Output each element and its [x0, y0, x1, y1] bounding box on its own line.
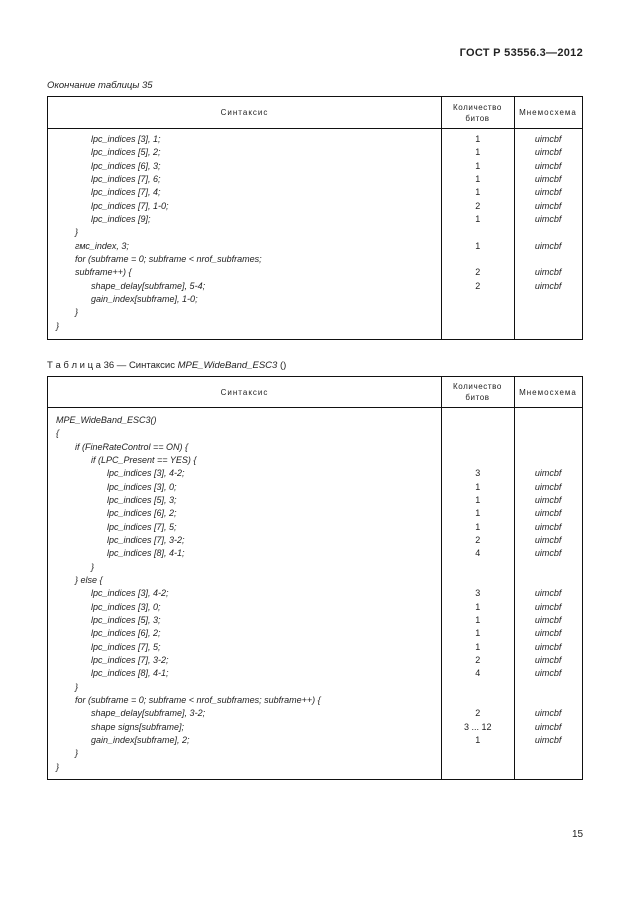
mnemonic-cell — [514, 694, 582, 707]
caption-function-name: MPE_WideBand_ESC3 — [177, 360, 278, 371]
bits-cell: 1 — [475, 240, 481, 251]
table-36-caption — [47, 360, 286, 371]
mnemonic-cell — [514, 226, 582, 239]
table-row — [48, 306, 582, 319]
bits-cell: 1 — [475, 601, 481, 612]
column-header-mnemonic — [514, 377, 582, 407]
mnemonic-cell — [514, 306, 582, 319]
syntax-cell: lpc_indices [8], 4-1; — [91, 668, 169, 679]
bits-cell: 1 — [475, 521, 481, 532]
table-35-continuation — [47, 96, 583, 340]
mnemonic-cell — [514, 320, 582, 333]
table-header — [48, 97, 582, 129]
column-header-syntax — [48, 377, 441, 407]
bits-cell: 1 — [475, 134, 481, 144]
table-row — [48, 266, 582, 279]
table-row — [48, 146, 582, 159]
syntax-cell: } — [75, 227, 79, 238]
table-header — [48, 377, 582, 408]
bits-cell: 1 — [475, 213, 481, 224]
syntax-cell: if (FineRateControl == ON) { — [75, 441, 189, 452]
table-row — [48, 467, 582, 480]
table-row — [48, 200, 582, 213]
column-header-syntax — [48, 97, 441, 128]
bits-cell — [441, 441, 514, 454]
column-header-bits — [441, 97, 514, 128]
table-row — [48, 667, 582, 680]
table-row — [48, 240, 582, 253]
bits-cell: 2 — [475, 708, 481, 719]
table-row — [48, 521, 582, 534]
syntax-cell: } else { — [75, 574, 103, 585]
bits-cell: 2 — [475, 267, 481, 278]
table-row — [48, 427, 582, 440]
syntax-cell: shape signs[subframe]; — [91, 721, 185, 732]
table-row — [48, 253, 582, 266]
mnemonic-cell: uimcbf — [534, 708, 562, 719]
syntax-cell: lpc_indices [8], 4-1; — [107, 548, 185, 559]
bits-cell: 1 — [475, 614, 481, 625]
table-row — [48, 574, 582, 587]
mnemonic-cell: uimcbf — [534, 134, 562, 144]
mnemonic-cell: uimcbf — [534, 200, 562, 211]
syntax-cell: lpc_indices [5], 3; — [107, 494, 177, 505]
bits-cell: 3 ... 12 — [463, 721, 492, 732]
syntax-cell: lpc_indices [3], 0; — [91, 601, 161, 612]
mnemonic-cell — [514, 761, 582, 774]
bits-cell: 3 — [475, 468, 481, 479]
syntax-cell: lpc_indices [7], 5; — [107, 521, 177, 532]
syntax-cell: lpc_indices [3], 4-2; — [107, 468, 185, 479]
bits-cell: 3 — [475, 588, 481, 599]
mnemonic-cell — [514, 574, 582, 587]
column-header-bits — [441, 377, 514, 407]
standard-code: ГОСТ Р 53556.3—2012 — [459, 47, 583, 59]
mnemonic-cell — [514, 747, 582, 760]
mnemonic-cell: uimcbf — [534, 601, 562, 612]
mnemonic-cell: uimcbf — [534, 628, 562, 639]
table-row — [48, 293, 582, 306]
syntax-cell: lpc_indices [3], 0; — [107, 481, 177, 492]
table-row — [48, 494, 582, 507]
table-row — [48, 654, 582, 667]
syntax-cell: MPE_WideBand_ESC3() — [56, 415, 157, 425]
syntax-cell: lpc_indices [5], 3; — [91, 614, 161, 625]
syntax-cell: } — [91, 561, 95, 572]
syntax-cell: lpc_indices [6], 2; — [91, 628, 161, 639]
bits-cell — [441, 293, 514, 306]
table-row — [48, 707, 582, 720]
syntax-cell: { — [56, 428, 60, 439]
mnemonic-cell: uimcbf — [534, 173, 562, 184]
mnemonic-cell: uimcbf — [534, 734, 562, 745]
bits-cell: 2 — [475, 654, 481, 665]
syntax-cell: lpc_indices [7], 5; — [91, 641, 161, 652]
table-row — [48, 614, 582, 627]
table-row — [48, 213, 582, 226]
syntax-cell: lpc_indices [6], 3; — [91, 160, 161, 171]
bits-cell: 1 — [475, 628, 481, 639]
syntax-cell: gain_index[subframe], 1-0; — [91, 293, 198, 304]
bits-cell — [441, 320, 514, 333]
table-row — [48, 280, 582, 293]
syntax-cell: gain_index[subframe], 2; — [91, 734, 190, 745]
bits-cell: 4 — [475, 548, 481, 559]
bits-cell: 1 — [475, 508, 481, 519]
table-36 — [47, 376, 583, 780]
syntax-cell: lpc_indices [5], 2; — [91, 147, 161, 158]
mnemonic-cell — [514, 561, 582, 574]
bits-cell: 1 — [475, 494, 481, 505]
bits-cell: 1 — [475, 481, 481, 492]
mnemonic-cell: uimcbf — [534, 468, 562, 479]
table-row — [48, 173, 582, 186]
table-row — [48, 601, 582, 614]
bits-cell — [441, 747, 514, 760]
table-row — [48, 160, 582, 173]
bits-cell — [441, 694, 514, 707]
table-row — [48, 441, 582, 454]
syntax-cell: lpc_indices [3], 1; — [91, 134, 161, 144]
table-row — [48, 721, 582, 734]
bits-cell: 2 — [475, 200, 481, 211]
table-row — [48, 747, 582, 760]
mnemonic-cell: uimcbf — [534, 654, 562, 665]
syntax-cell: } — [56, 761, 60, 772]
table-row — [48, 761, 582, 774]
table-35-caption: Окончание таблицы 35 — [47, 80, 153, 91]
mnemonic-cell: uimcbf — [534, 213, 562, 224]
page-number: 15 — [572, 829, 584, 840]
table-row — [48, 454, 582, 467]
caption-suffix: () — [279, 360, 287, 371]
syntax-cell: } — [75, 681, 79, 692]
mnemonic-cell: uimcbf — [534, 240, 562, 251]
bits-cell: 2 — [475, 534, 481, 545]
syntax-cell: shape_delay[subframe], 3-2; — [91, 708, 206, 719]
bits-cell: 1 — [475, 160, 481, 171]
table-row — [48, 587, 582, 600]
mnemonic-cell: uimcbf — [534, 508, 562, 519]
mnemonic-cell — [514, 441, 582, 454]
mnemonic-cell: uimcbf — [534, 641, 562, 652]
syntax-cell: for (subframe = 0; subframe < nrof_subframes; — [75, 253, 262, 264]
bits-cell: 4 — [475, 668, 481, 679]
table-body — [48, 414, 582, 774]
mnemonic-cell: uimcbf — [534, 267, 562, 278]
mnemonic-cell — [514, 293, 582, 306]
table-row — [48, 627, 582, 640]
syntax-cell: lpc_indices [7], 3-2; — [91, 654, 169, 665]
mnemonic-cell: uimcbf — [534, 481, 562, 492]
table-row — [48, 320, 582, 333]
bits-cell — [441, 574, 514, 587]
bits-cell: 1 — [475, 187, 481, 198]
mnemonic-cell: uimcbf — [534, 494, 562, 505]
mnemonic-cell — [514, 454, 582, 467]
table-row — [48, 133, 582, 146]
bits-cell — [441, 253, 514, 266]
table-row — [48, 414, 582, 427]
mnemonic-cell — [514, 253, 582, 266]
mnemonic-cell: uimcbf — [534, 160, 562, 171]
syntax-cell: shape_delay[subframe], 5-4; — [91, 280, 206, 291]
table-row — [48, 547, 582, 560]
syntax-cell: lpc_indices [9]; — [91, 213, 151, 224]
syntax-cell: гмс_index, 3; — [75, 240, 129, 251]
bits-cell: 1 — [475, 734, 481, 745]
bits-cell — [441, 427, 514, 440]
column-header-label: Количество битов — [453, 382, 502, 402]
table-row — [48, 481, 582, 494]
syntax-cell: } — [75, 748, 79, 759]
column-header-label: Мнемосхема — [519, 108, 577, 117]
bits-cell: 1 — [475, 641, 481, 652]
mnemonic-cell: uimcbf — [534, 187, 562, 198]
bits-cell — [441, 306, 514, 319]
column-header-label: Синтаксис — [220, 108, 269, 117]
column-header-mnemonic — [514, 97, 582, 128]
mnemonic-cell: uimcbf — [534, 588, 562, 599]
mnemonic-cell: uimcbf — [534, 668, 562, 679]
table-row — [48, 681, 582, 694]
column-header-label: Количество битов — [453, 102, 502, 123]
table-row — [48, 641, 582, 654]
syntax-cell: lpc_indices [7], 1-0; — [91, 200, 169, 211]
bits-cell: 2 — [475, 280, 481, 291]
caption-text: 36 — Синтаксис — [103, 360, 175, 371]
bits-cell — [441, 414, 514, 427]
bits-cell: 1 — [475, 173, 481, 184]
syntax-cell: lpc_indices [6], 2; — [107, 508, 177, 519]
syntax-cell: } — [75, 307, 79, 318]
mnemonic-cell: uimcbf — [534, 147, 562, 158]
table-row — [48, 186, 582, 199]
bits-cell — [441, 681, 514, 694]
mnemonic-cell — [514, 414, 582, 427]
table-row — [48, 734, 582, 747]
syntax-cell: subframe++) { — [75, 267, 132, 278]
table-body — [48, 133, 582, 333]
table-row — [48, 534, 582, 547]
bits-cell — [441, 226, 514, 239]
mnemonic-cell: uimcbf — [534, 614, 562, 625]
table-row — [48, 694, 582, 707]
syntax-cell: lpc_indices [3], 4-2; — [91, 588, 169, 599]
syntax-cell: lpc_indices [7], 3-2; — [107, 534, 185, 545]
mnemonic-cell: uimcbf — [534, 280, 562, 291]
table-row — [48, 561, 582, 574]
syntax-cell: for (subframe = 0; subframe < nrof_subframes; subframe++) { — [75, 694, 321, 705]
mnemonic-cell: uimcbf — [534, 521, 562, 532]
bits-cell — [441, 761, 514, 774]
syntax-cell: } — [56, 320, 60, 331]
table-row — [48, 226, 582, 239]
syntax-cell: if (LPC_Present == YES) { — [91, 454, 197, 465]
column-header-label: Мнемосхема — [519, 387, 577, 397]
syntax-cell: lpc_indices [7], 4; — [91, 187, 161, 198]
caption-label: Т а б л и ц а — [47, 360, 101, 371]
mnemonic-cell: uimcbf — [534, 548, 562, 559]
syntax-cell: lpc_indices [7], 6; — [91, 173, 161, 184]
mnemonic-cell: uimcbf — [534, 721, 562, 732]
mnemonic-cell: uimcbf — [534, 534, 562, 545]
mnemonic-cell — [514, 681, 582, 694]
bits-cell: 1 — [475, 147, 481, 158]
bits-cell — [441, 454, 514, 467]
column-header-label: Синтаксис — [220, 387, 269, 397]
bits-cell — [441, 561, 514, 574]
table-row — [48, 507, 582, 520]
mnemonic-cell — [514, 427, 582, 440]
